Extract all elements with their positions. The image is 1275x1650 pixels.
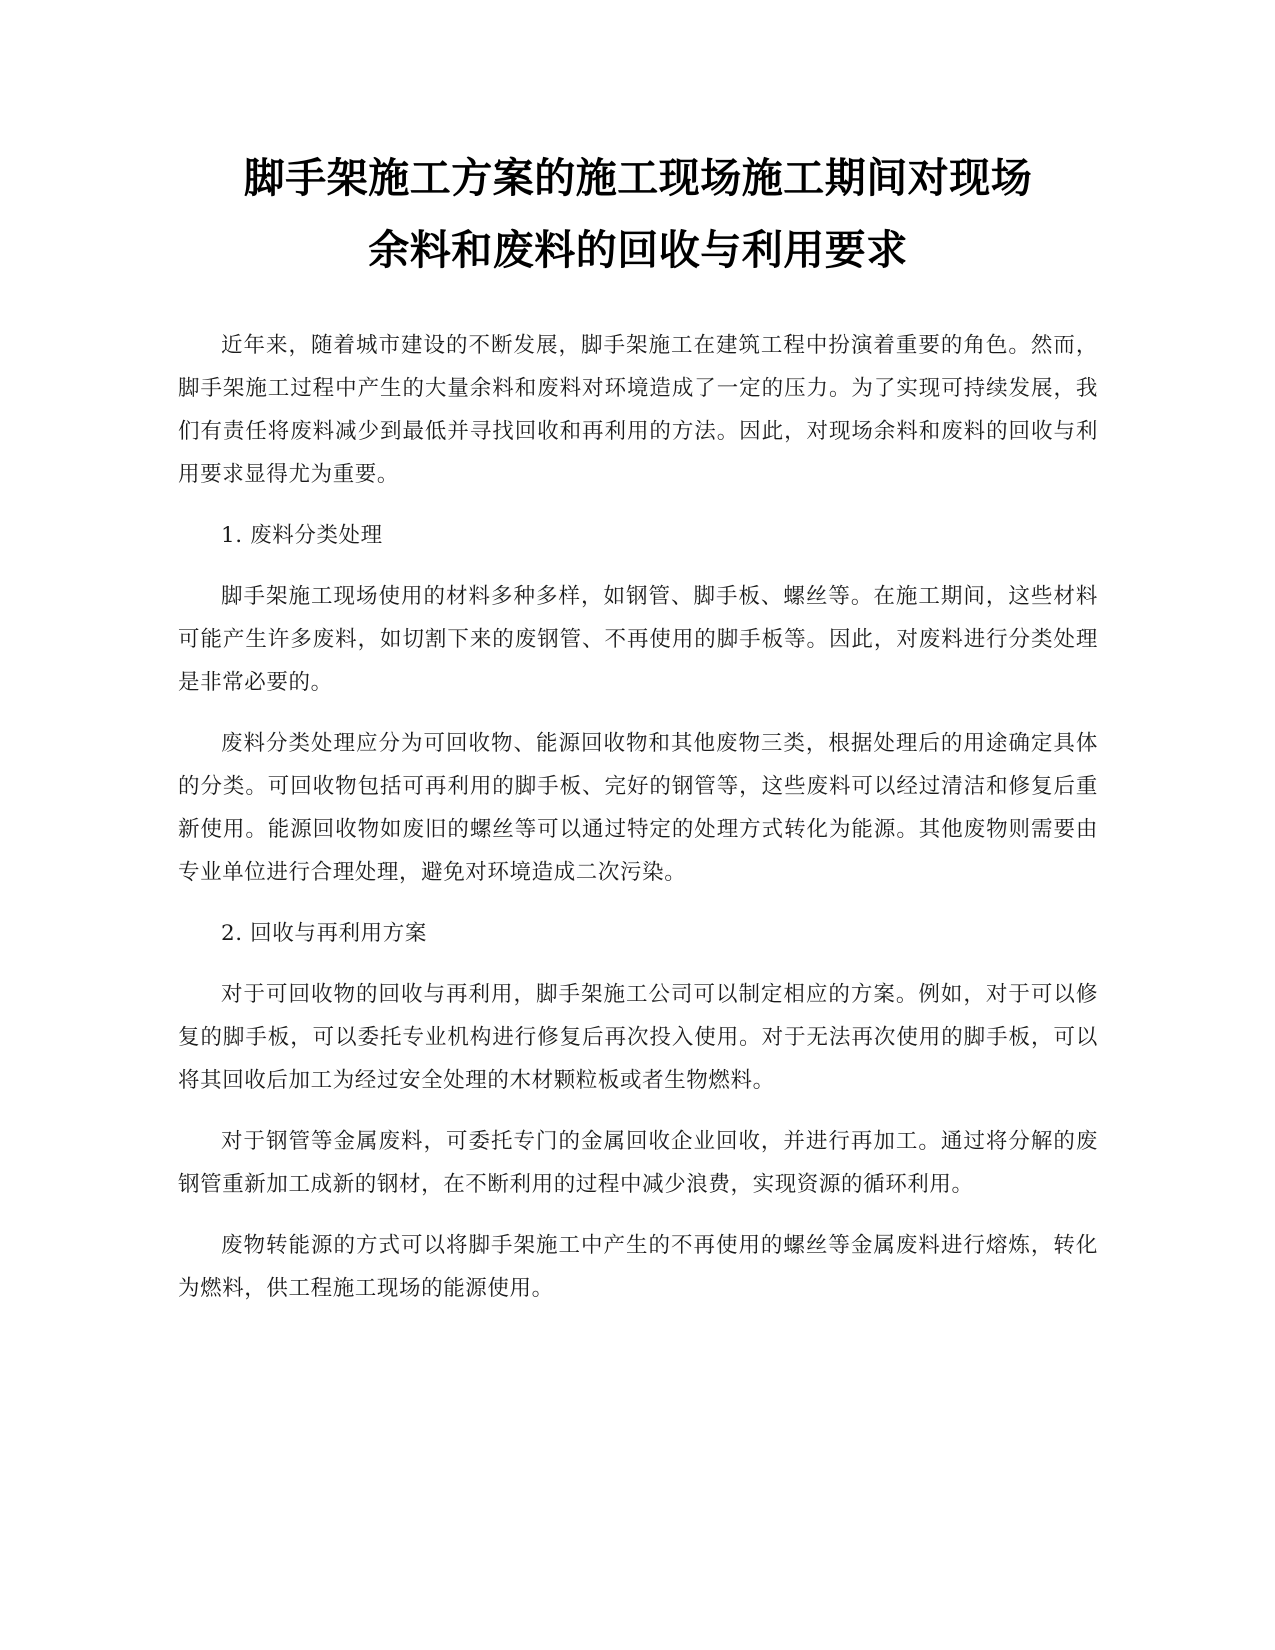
document-title: [178, 142, 1098, 286]
section1-paragraph-1: 脚手架施工现场使用的材料多种多样，如钢管、脚手板、螺丝等。在施工期间，这些材料可能产生许多废料，如切割下来的废钢管、不再使用的脚手板等。因此，对废料进行分类处理是非常必要的。: [178, 584, 1098, 695]
section2-paragraph-1: 对于可回收物的回收与再利用，脚手架施工公司可以制定相应的方案。例如，对于可以修复的脚手板，可以委托专业机构进行修复后再次投入使用。对于无法再次使用的脚手板，可以将其回收后加工为经过安全处理的木材颗粒板或者生物燃料。: [178, 982, 1098, 1093]
section2-paragraph-3: 废物转能源的方式可以将脚手架施工中产生的不再使用的螺丝等金属废料进行熔炼，转化为燃料，供工程施工现场的能源使用。: [178, 1233, 1098, 1301]
section-heading-1: 1. 废料分类处理: [221, 523, 383, 548]
document-body: [178, 324, 1098, 1310]
title-line-1: 脚手架施工方案的施工现场施工期间对现场: [243, 154, 1033, 202]
document-page: [178, 0, 1098, 1328]
title-line-2: 余料和废料的回收与利用要求: [368, 226, 908, 274]
intro-paragraph: 近年来，随着城市建设的不断发展，脚手架施工在建筑工程中扮演着重要的角色。然而，脚手架施工过程中产生的大量余料和废料对环境造成了一定的压力。为了实现可持续发展，我们有责任将废料减少到最低并寻找回收和再利用的方法。因此，对现场余料和废料的回收与利用要求显得尤为重要。: [178, 333, 1098, 487]
section-heading-2: 2. 回收与再利用方案: [221, 921, 427, 946]
section2-paragraph-2: 对于钢管等金属废料，可委托专门的金属回收企业回收，并进行再加工。通过将分解的废钢管重新加工成新的钢材，在不断利用的过程中减少浪费，实现资源的循环利用。: [178, 1129, 1098, 1197]
section1-paragraph-2: 废料分类处理应分为可回收物、能源回收物和其他废物三类，根据处理后的用途确定具体的分类。可回收物包括可再利用的脚手板、完好的钢管等，这些废料可以经过清洁和修复后重新使用。能源回收物如废旧的螺丝等可以通过特定的处理方式转化为能源。其他废物则需要由专业单位进行合理处理，避免对环境造成二次污染。: [178, 731, 1098, 885]
